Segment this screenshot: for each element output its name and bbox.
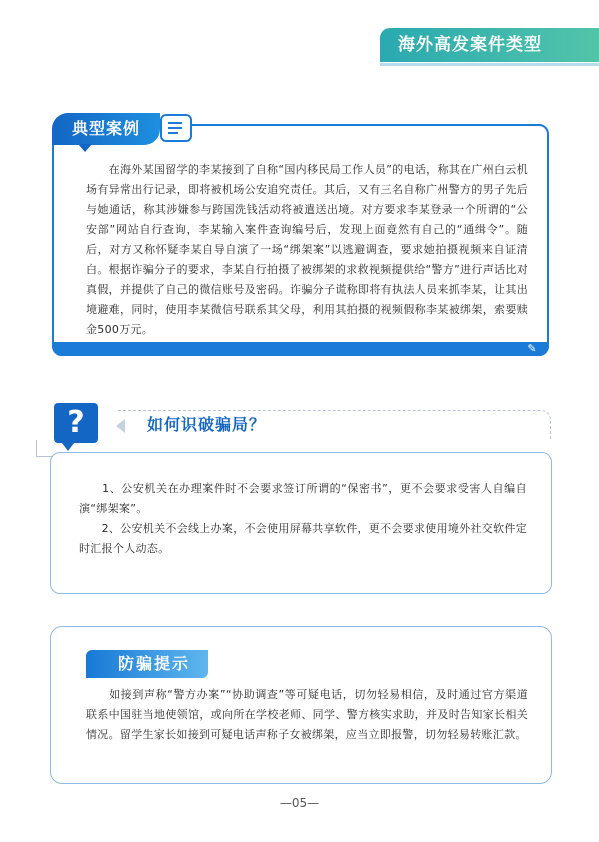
tips-title-label: 防骗提示 [118, 654, 191, 673]
case-card [52, 124, 549, 356]
tips-title [86, 650, 208, 678]
case-title-tail [78, 144, 92, 152]
identify-text [79, 479, 527, 559]
identify-point-2: 2、公安机关不会线上办案，不会使用屏幕共享软件，更不会要求使用境外社交软件定时汇报个人动态。 [79, 522, 527, 555]
identify-corner [36, 440, 53, 457]
case-title-label: 典型案例 [71, 119, 140, 138]
case-title [52, 113, 160, 145]
pen-icon: ✎ [527, 342, 537, 355]
question-icon-tail [62, 443, 74, 451]
question-icon [54, 403, 98, 443]
case-card-band [52, 342, 549, 356]
section-tag-label: 海外高发案件类型 [398, 35, 542, 55]
section-tag [380, 28, 599, 62]
case-text: 在海外某国留学的李某接到了自称“国内移民局工作人员”的电话，称其在广州白云机场有异常出行记录，即将被机场公安追究责任。其后，又有三名自称广州警方的男子先后与她通话，称其涉嫌参与跨国洗钱活动将被遣送出境。对方要求李某登录一个所谓的“公安部”网站自行查询，李某输入案件查询编号后，发现上面竟然有自己的“通缉令”。随后，对方又称怀疑李某自导自演了一场“绑架案”以逃避调查，要求她拍摄视频来自证清白。根据诈骗分子的要求，李某自行拍摄了被绑架的求救视频提供给“警方”进行声话比对真假，并提供了自己的微信账号及密码。诈骗分子谎称即将有执法人员来抓李某，让其出境避难，同时，使用李某微信号联系其父母，利用其拍摄的视频假称李某被绑架，索要赎金500万元。 [86, 163, 528, 336]
identify-title: 如何识破骗局？ [147, 415, 267, 434]
section-tag-underline [380, 63, 599, 66]
tips-text: 如接到声称“警方办案”“协助调查”等可疑电话，切勿轻易相信，及时通过官方渠道联系中国驻当地使领馆，或向所在学校老师、同学、警方核实求助，并及时告知家长相关情况。留学生家长如接到可疑电话声称子女被绑架，应当立即报警，切勿轻易转账汇款。 [86, 688, 528, 741]
identify-card [50, 452, 552, 594]
identify-point-1: 1、公安机关在办理案件时不会要求签订所谓的“保密书”，更不会要求受害人自编自演“绑架案”。 [79, 482, 527, 515]
page-number: —05— [279, 796, 320, 810]
question-mark: ? [67, 405, 85, 440]
speech-bubble-icon [160, 114, 192, 142]
